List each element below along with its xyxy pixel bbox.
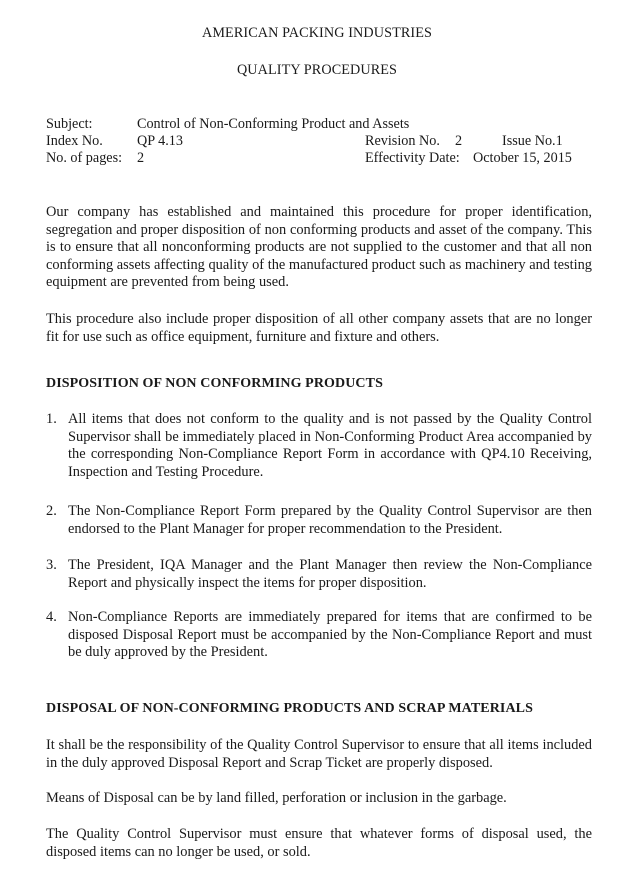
list-number: 3. (46, 557, 57, 573)
list-text: The Non-Compliance Report Form prepared by the Quality Control Supervisor are then endorsed to the Plant Manager for proper recommendation to the President. (68, 503, 592, 537)
intro-paragraph-1: Our company has established and maintained this procedure for proper identification, segregation and proper disposition of non conforming products and asset of the company. This is to ensure that all nonconforming products are not supplied to the customer and that all non conforming assets affecting quality of the manufactured product such as machinery and testing equipment are prevented from being used. (46, 204, 592, 291)
list-number: 4. (46, 609, 57, 625)
section-heading-disposal: DISPOSAL OF NON-CONFORMING PRODUCTS AND SCRAP MATERIALS (46, 701, 533, 716)
subject-label: Subject: (46, 116, 93, 132)
effectivity-label: Effectivity Date: (365, 150, 460, 166)
document-type: QUALITY PROCEDURES (236, 62, 398, 78)
revision-value: 2 (455, 133, 463, 149)
list-number: 2. (46, 503, 57, 519)
list-text: The President, IQA Manager and the Plant Manager then review the Non-Compliance Report and physically inspect the items for proper disposition. (68, 557, 592, 591)
effectivity-value: October 15, 2015 (473, 150, 572, 166)
pages-value: 2 (137, 150, 145, 166)
list-text: Non-Compliance Reports are immediately prepared for items that are confirmed to be disposed Disposal Report must be accompanied by the Non-Compliance Report and must be duly approved by the President. (68, 609, 592, 661)
disposal-paragraph-3: The Quality Control Supervisor must ensure that whatever forms of disposal used, the disposed items can no longer be used, or sold. (46, 826, 592, 860)
index-label: Index No. (46, 133, 103, 149)
index-value: QP 4.13 (137, 133, 183, 149)
subject-value: Control of Non-Conforming Product and Assets (137, 116, 410, 132)
section-heading-disposition: DISPOSITION OF NON CONFORMING PRODUCTS (46, 376, 383, 391)
disposal-paragraph-1: It shall be the responsibility of the Quality Control Supervisor to ensure that all items included in the duly approved Disposal Report and Scrap Ticket are properly disposed. (46, 737, 592, 771)
list-text: All items that does not conform to the quality and is not passed by the Quality Control Supervisor shall be immediately placed in Non-Conforming Product Area accompanied by the corresponding Non-Compliance Report Form in accordance with QP4.10 Receiving, Inspection and Testing Procedure. (68, 411, 592, 480)
revision-label: Revision No. (365, 133, 440, 149)
company-name: AMERICAN PACKING INDUSTRIES (202, 25, 432, 41)
issue-label: Issue No.1 (502, 133, 563, 149)
intro-paragraph-2: This procedure also include proper disposition of all other company assets that are no longer fit for use such as office equipment, furniture and fixture and others. (46, 311, 592, 345)
pages-label: No. of pages: (46, 150, 123, 166)
list-number: 1. (46, 411, 57, 427)
disposal-paragraph-2: Means of Disposal can be by land filled, perforation or inclusion in the garbage. (46, 790, 507, 806)
